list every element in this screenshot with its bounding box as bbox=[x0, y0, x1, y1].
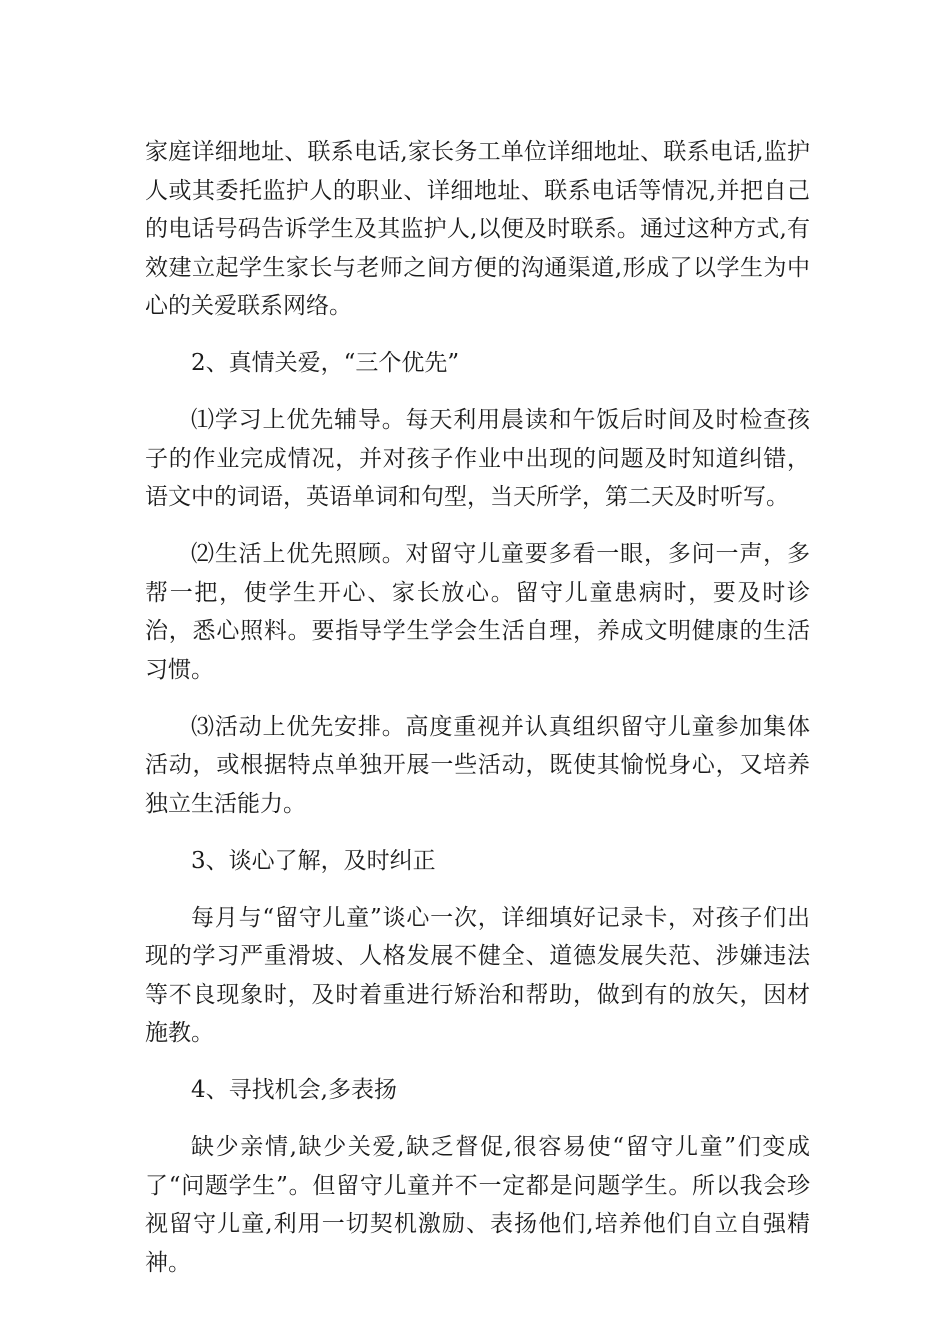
paragraph-activity-priority: ⑶活动上优先安排。高度重视并认真组织留守儿童参加集体活动，或根据特点单独开展一些活动，既使其愉悦身心，又培养独立生活能力。 bbox=[145, 713, 810, 817]
paragraph-study-priority: ⑴学习上优先辅导。每天利用晨读和午饭后时间及时检查孩子的作业完成情况，并对孩子作业中出现的问题及时知道纠错，语文中的词语，英语单词和句型，当天所学，第二天及时听写。 bbox=[145, 407, 810, 510]
section-heading-2: 2、真情关爱，“三个优先” bbox=[191, 350, 460, 376]
paragraph-monthly-talk: 每月与“留守儿童”谈心一次，详细填好记录卡，对孩子们出现的学习严重滑坡、人格发展不健全、道德发展失范、涉嫌违法等不良现象时，及时着重进行矫治和帮助，做到有的放矢，因材施教。 bbox=[145, 904, 810, 1046]
document-body bbox=[145, 133, 810, 1301]
section-heading-3: 3、谈心了解，及时纠正 bbox=[191, 847, 436, 874]
paragraph-praise: 缺少亲情,缺少关爱,缺乏督促,很容易使“留守儿童”们变成了“问题学生”。但留守儿童并不一定都是问题学生。所以我会珍视留守儿童,利用一切契机激励、表扬他们,培养他们自立自强精神。 bbox=[145, 1134, 810, 1276]
section-heading-4: 4、寻找机会,多表扬 bbox=[191, 1077, 397, 1103]
paragraph-life-priority: ⑵生活上优先照顾。对留守儿童要多看一眼，多问一声，多帮一把，使学生开心、家长放心。留守儿童患病时，要及时诊治，悉心照料。要指导学生学会生活自理，养成文明健康的生活习惯。 bbox=[145, 541, 810, 683]
paragraph-contact-network: 家庭详细地址、联系电话,家长务工单位详细地址、联系电话,监护人或其委托监护人的职业、详细地址、联系电话等情况,并把自己的电话号码告诉学生及其监护人,以便及时联系。通过这种方式,有效建立起学生家长与老师之间方便的沟通渠道,形成了以学生为中心的关爱联系网络。 bbox=[145, 139, 810, 319]
